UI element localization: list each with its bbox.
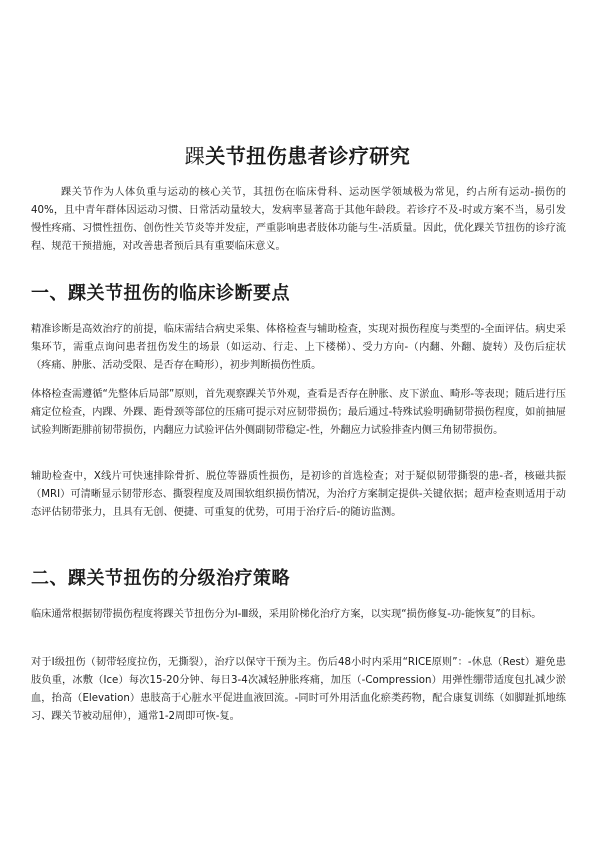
section-heading-treatment: 二、踝关节扭伤的分级治疗策略 (31, 568, 290, 589)
treatment-paragraph-1: 临床通常根据韧带损伤程度将踝关节扭伤分为Ⅰ-Ⅲ级，采用阶梯化治疗方案，以实现“损伤修复-功-能恢复”的目标。 (31, 609, 542, 620)
diagnosis-paragraph-2: 体格检查需遵循“先整体后局部”原则，首先观察踝关节外观，查看是否存在肿胀、皮下淤血、畸形-等表现；随后进行压痛定位检查，内踝、外踝、距骨颈等部位的压痛可提示对应韧带损伤；最后通过-特殊试验明确韧带损伤程度，如前抽屉试验判断距腓前韧带损伤，内翻应力试验评估外侧副韧带稳定-性，外翻应力试验排查内侧三角韧带损伤。 (31, 389, 566, 436)
section-heading-diagnosis: 一、踝关节扭伤的临床诊断要点 (31, 283, 290, 304)
diagnosis-paragraph-1: 精准诊断是高效治疗的前提，临床需结合病史采集、体格检查与辅助检查，实现对损伤程度与类型的-全面评估。病史采集环节，需重点询问患者扭伤发生的场景（如运动、行走、上下楼梯）、受力方向-（内翻、外翻、旋转）及伤后症状（疼痛、肿胀、活动受限、是否存在畸形），初步判断损伤性质。 (31, 324, 566, 371)
document-title (0, 143, 595, 169)
intro-paragraph: 踝关节作为人体负重与运动的核心关节，其扭伤在临床骨科、运动医学领域极为常见，约占所有运动-损伤的40%，且中青年群体因运动习惯、日常活动量较大，发病率显著高于其他年龄段。若诊疗不及-时或方案不当，易引发慢性疼痛、习惯性扭伤、创伤性关节炎等并发症，严重影响患者肢体功能与生-活质量。因此，优化踝关节扭伤的诊疗流程、规范干预措施，对改善患者预后具有重要临床意义。 (31, 187, 566, 252)
title-first-char: 踝 (184, 144, 206, 168)
diagnosis-paragraph-3: 辅助检查中，X线片可快速排除骨折、脱位等器质性损伤，是初诊的首选检查；对于疑似韧带撕裂的患-者，核磁共振（MRI）可清晰显示韧带形态、撕裂程度及周围软组织损伤情况，为治疗方案制定提供-关键依据；超声检查则适用于动态评估韧带张力，且具有无创、便捷、可重复的优势，可用于治疗后-的随访监测。 (31, 471, 566, 518)
treatment-paragraph-2: 对于Ⅰ级扭伤（韧带轻度拉伤，无撕裂），治疗以保守干预为主。伤后48小时内采用“RICE原则”：-休息（Rest）避免患肢负重，冰敷（Ice）每次15-20分钟、每日3-4次减轻肿胀疼痛，加压（-Compression）用弹性绷带适度包扎减少淤血，抬高（Elevation）患肢高于心脏水平促进血液回流。-同时可外用活血化瘀类药物，配合康复训练（如脚趾抓地练习、踝关节被动屈伸），通常1-2周即可恢-复。 (31, 657, 566, 722)
title-rest: 关节扭伤患者诊疗研究 (205, 144, 411, 168)
